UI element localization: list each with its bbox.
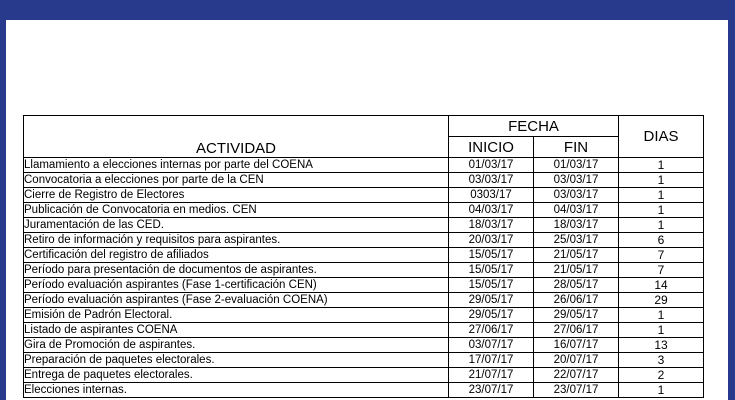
dias-cell: 1 — [619, 188, 704, 203]
fin-cell: 03/03/17 — [534, 188, 619, 203]
actividad-cell: Cierre de Registro de Electores — [24, 188, 449, 203]
inicio-cell: 0303/17 — [449, 188, 534, 203]
dias-cell: 13 — [619, 338, 704, 353]
inicio-cell: 15/05/17 — [449, 248, 534, 263]
actividad-cell: Listado de aspirantes COENA — [24, 323, 449, 338]
actividad-cell: Elecciones internas. — [24, 383, 449, 398]
fin-cell: 18/03/17 — [534, 218, 619, 233]
table-row — [24, 248, 704, 263]
actividad-cell: Certificación del registro de afiliados — [24, 248, 449, 263]
table-row — [24, 368, 704, 383]
fin-cell: 03/03/17 — [534, 173, 619, 188]
table-row — [24, 293, 704, 308]
dias-cell: 1 — [619, 218, 704, 233]
inicio-cell: 15/05/17 — [449, 263, 534, 278]
inicio-cell: 29/05/17 — [449, 308, 534, 323]
inicio-cell: 04/03/17 — [449, 203, 534, 218]
fin-cell: 01/03/17 — [534, 158, 619, 173]
actividad-cell: Publicación de Convocatoria en medios. CEN — [24, 203, 449, 218]
actividad-cell: Preparación de paquetes electorales. — [24, 353, 449, 368]
actividad-cell: Período para presentación de documentos de aspirantes. — [24, 263, 449, 278]
actividad-cell: Juramentación de las CED. — [24, 218, 449, 233]
inicio-cell: 17/07/17 — [449, 353, 534, 368]
fin-cell: 27/06/17 — [534, 323, 619, 338]
inicio-cell: 03/07/17 — [449, 338, 534, 353]
header-fin: FIN — [534, 137, 619, 158]
dias-cell: 1 — [619, 158, 704, 173]
table-row — [24, 188, 704, 203]
table-row — [24, 308, 704, 323]
inicio-cell: 01/03/17 — [449, 158, 534, 173]
table-row — [24, 383, 704, 398]
inicio-cell: 20/03/17 — [449, 233, 534, 248]
table-row — [24, 218, 704, 233]
fin-cell: 16/07/17 — [534, 338, 619, 353]
header-fecha: FECHA — [449, 116, 619, 137]
table-row — [24, 263, 704, 278]
table-row — [24, 233, 704, 248]
fin-cell: 29/05/17 — [534, 308, 619, 323]
inicio-cell: 15/05/17 — [449, 278, 534, 293]
dias-cell: 7 — [619, 248, 704, 263]
inicio-cell: 23/07/17 — [449, 383, 534, 398]
inicio-cell: 03/03/17 — [449, 173, 534, 188]
dias-cell: 1 — [619, 173, 704, 188]
fin-cell: 21/05/17 — [534, 248, 619, 263]
fin-cell: 26/06/17 — [534, 293, 619, 308]
actividad-cell: Gira de Promoción de aspirantes. — [24, 338, 449, 353]
dias-cell: 1 — [619, 323, 704, 338]
fin-cell: 25/03/17 — [534, 233, 619, 248]
table-row — [24, 173, 704, 188]
inicio-cell: 18/03/17 — [449, 218, 534, 233]
actividad-cell: Retiro de información y requisitos para aspirantes. — [24, 233, 449, 248]
actividad-cell: Período evaluación aspirantes (Fase 1-certificación CEN) — [24, 278, 449, 293]
inicio-cell: 29/05/17 — [449, 293, 534, 308]
header-inicio: INICIO — [449, 137, 534, 158]
table-row — [24, 353, 704, 368]
actividad-cell: Entrega de paquetes electorales. — [24, 368, 449, 383]
dias-cell: 2 — [619, 368, 704, 383]
dias-cell: 29 — [619, 293, 704, 308]
table-row — [24, 323, 704, 338]
table-row — [24, 158, 704, 173]
dias-cell: 1 — [619, 383, 704, 398]
table-row — [24, 203, 704, 218]
actividad-cell: Convocatoria a elecciones por parte de la CEN — [24, 173, 449, 188]
fin-cell: 23/07/17 — [534, 383, 619, 398]
header-dias: DIAS — [619, 116, 704, 158]
fin-cell: 28/05/17 — [534, 278, 619, 293]
dias-cell: 1 — [619, 308, 704, 323]
table-row — [24, 338, 704, 353]
actividad-cell: Llamamiento a elecciones internas por parte del COENA — [24, 158, 449, 173]
inicio-cell: 21/07/17 — [449, 368, 534, 383]
header-actividad: ACTIVIDAD — [24, 116, 449, 158]
fin-cell: 20/07/17 — [534, 353, 619, 368]
fin-cell: 04/03/17 — [534, 203, 619, 218]
fin-cell: 22/07/17 — [534, 368, 619, 383]
dias-cell: 1 — [619, 203, 704, 218]
dias-cell: 7 — [619, 263, 704, 278]
dias-cell: 14 — [619, 278, 704, 293]
dias-cell: 3 — [619, 353, 704, 368]
fin-cell: 21/05/17 — [534, 263, 619, 278]
dias-cell: 6 — [619, 233, 704, 248]
actividad-cell: Período evaluación aspirantes (Fase 2-evaluación COENA) — [24, 293, 449, 308]
table-row — [24, 278, 704, 293]
document-card — [6, 20, 728, 400]
inicio-cell: 27/06/17 — [449, 323, 534, 338]
schedule-table — [23, 115, 704, 398]
actividad-cell: Emisión de Padrón Electoral. — [24, 308, 449, 323]
